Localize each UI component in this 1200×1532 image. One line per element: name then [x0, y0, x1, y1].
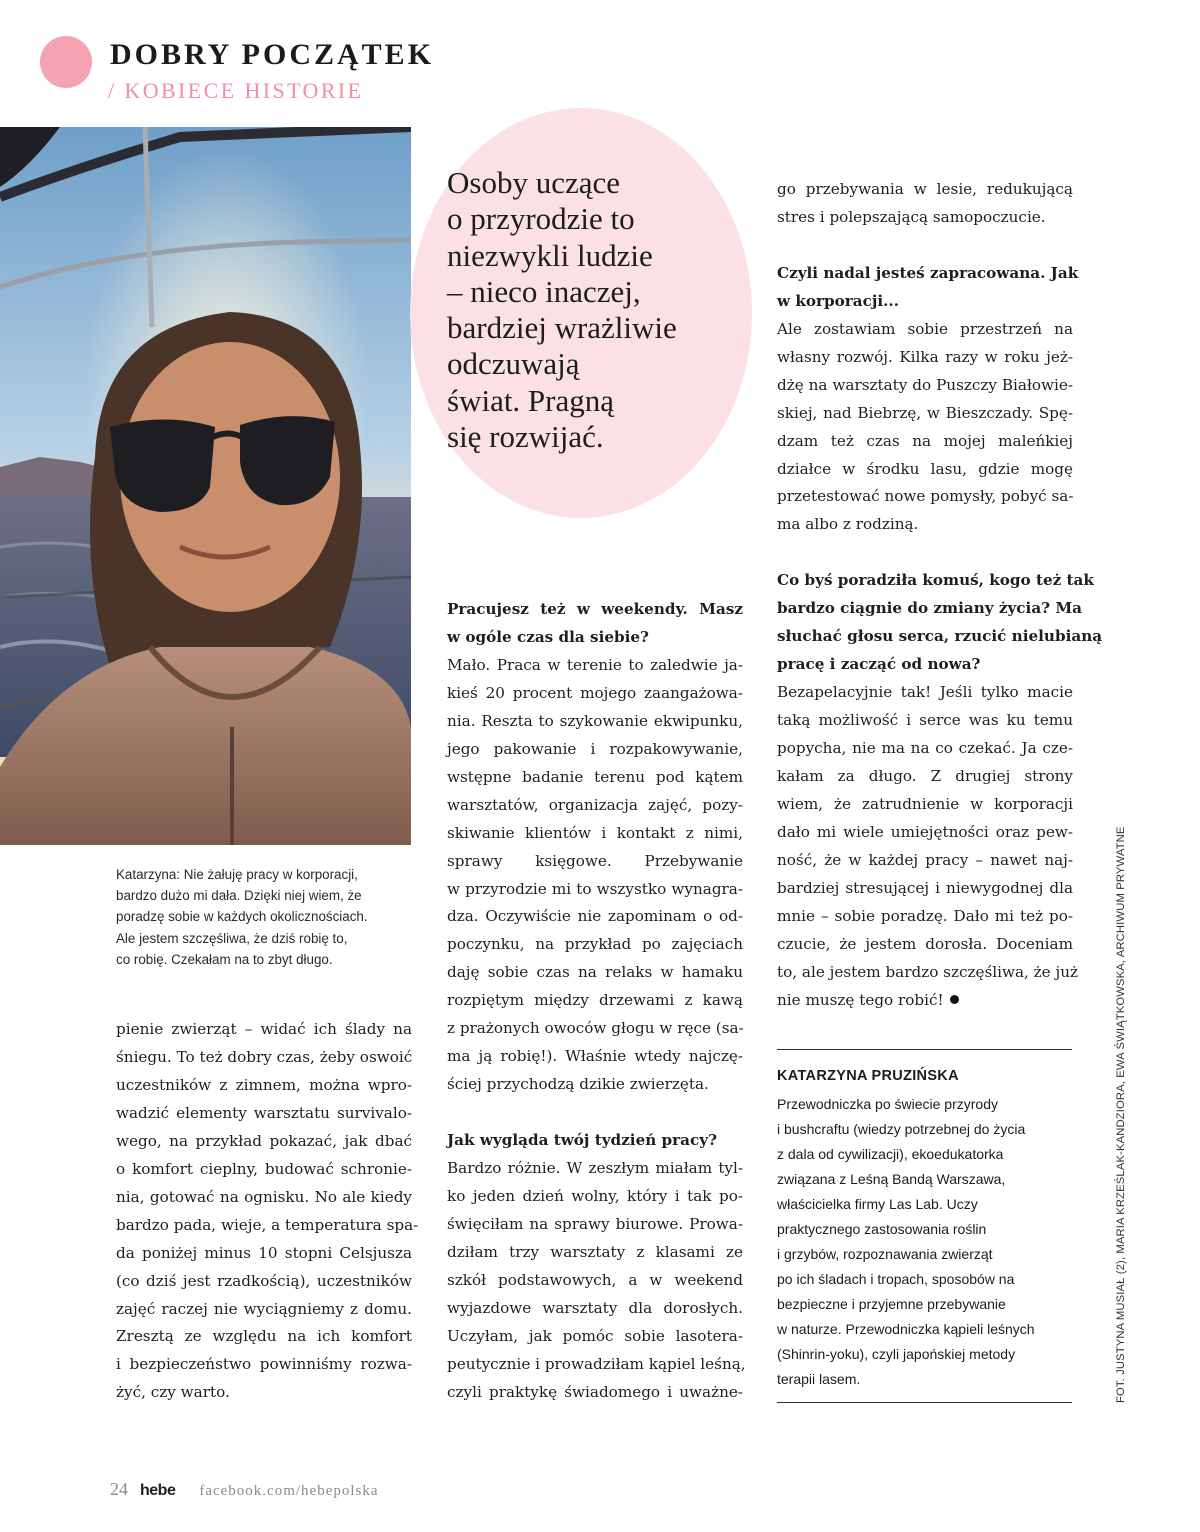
body-line: Bardzo różnie. W zeszłym miałam tyl- [447, 1159, 743, 1178]
body-line: szkół podstawowych, a w weekend [447, 1270, 743, 1289]
bio-name: KATARZYNA PRUZIŃSKA [777, 1068, 959, 1084]
brand-logo: hebe [140, 1482, 176, 1499]
body-line: wiem, że zatrudnienie w korporacji [777, 794, 1073, 813]
body-line: skiwanie klientów i kontakt z nimi, [447, 823, 743, 842]
body-line: dzam też czas na mojej maleńkiej [777, 431, 1073, 450]
body-line: sprawy księgowe. Przebywanie [447, 851, 743, 870]
body-line: własny rozwój. Kilka razy w roku jeż- [777, 347, 1073, 366]
body-line: Mało. Praca w terenie to zaledwie ja- [447, 655, 743, 674]
bio-line: po ich śladach i tropach, sposobów na [777, 1271, 1015, 1287]
interview-question: Co byś poradziła komuś, kogo też tak [777, 571, 1094, 590]
body-line: w przyrodzie mi to wszystko wynagra- [447, 879, 743, 898]
bio-line: Przewodniczka po świecie przyrody [777, 1096, 998, 1112]
article-column-1 [116, 1016, 419, 1407]
interview-question: słuchać głosu serca, rzucić nielubianą [777, 627, 1103, 646]
body-line: wstępne badanie terenu pod kątem [447, 767, 743, 786]
body-line: czyli praktykę świadomego i uważne- [447, 1382, 743, 1401]
body-line: dza. Oczywiście nie zapominam o od- [447, 907, 743, 926]
footer-link[interactable]: facebook.com/hebepolska [199, 1483, 379, 1499]
end-mark-icon [950, 995, 959, 1004]
body-line: Bezapelacyjnie tak! Jeśli tylko macie [777, 683, 1073, 702]
body-line: ko jeden dzień wolny, który i tak po- [447, 1187, 743, 1205]
body-line: nia. Reszta to szykowanie ekwipunku, [447, 711, 743, 730]
bio-line: praktycznego zastosowania roślin [777, 1221, 987, 1237]
body-line: peutycznie i prowadziłam kąpiel leśną, [447, 1354, 746, 1373]
bio-line: i bushcraftu (wiedzy potrzebnej do życia [777, 1121, 1026, 1137]
body-line-final [777, 987, 1073, 1015]
body-line: o komfort cieplny, budować schronie- [116, 1159, 412, 1178]
body-line: i bezpieczeństwo powinniśmy rozwa- [116, 1355, 412, 1374]
interview-question: w korporacji... [777, 291, 899, 310]
body-line: czucie, że jestem dorosła. Doceniam [777, 934, 1073, 953]
body-line: popycha, nie ma na co czekać. Ja cze- [777, 739, 1073, 758]
body-line: Uczyłam, jak pomóc sobie lasotera- [447, 1326, 743, 1345]
pull-quote-line: się rozwijać. [447, 419, 604, 455]
pull-quote-line: – nieco inaczej, [447, 273, 641, 309]
section-title: DOBRY POCZĄTEK [110, 38, 435, 71]
bio-line: (Shinrin-yoku), czyli japońskiej metody [777, 1346, 1016, 1362]
body-line: z prażonych owoców głogu w ręce (sa- [447, 1019, 744, 1038]
body-line: ma ją robię!). Właśnie wtedy najczę- [447, 1047, 743, 1066]
photo-credit: FOT. JUSTYNA MUSIAŁ (2), MARIA KRZEŚLAK-KANDZIORA, EWA ŚWIĄTKOWSKA, ARCHIWUM PRYWATNE [1115, 826, 1127, 1403]
interview-question: Jak wygląda twój tydzień pracy? [447, 1131, 717, 1150]
body-line: da poniżej minus 10 stopni Celsjusza [116, 1243, 412, 1262]
caption-line: Ale jestem szczęśliwa, że dziś robię to, [116, 930, 348, 946]
caption-line: co robię. Czekałam na to zbyt długo. [116, 951, 333, 967]
pull-quote-line: odczuwają [447, 346, 580, 382]
interview-question: pracę i zacząć od nowa? [777, 655, 981, 674]
page-footer [110, 1479, 379, 1500]
body-line: dziłam trzy warsztaty z klasami ze [447, 1242, 743, 1261]
body-line: jego pakowanie i rozpakowywanie, [447, 739, 743, 758]
caption-line: poradzę sobie w każdych okolicznościach. [116, 909, 368, 925]
bio-line: terapii lasem. [777, 1371, 861, 1387]
body-line: kieś 20 procent mojego zaangażowa- [447, 683, 743, 702]
body-line: Ale zostawiam sobie przestrzeń na [777, 319, 1073, 338]
body-line: to, ale jestem bardzo szczęśliwa, że już [777, 962, 1078, 981]
pull-quote-line: o przyrodzie to [447, 201, 635, 237]
body-line: stres i polepszającą samopoczucie. [777, 207, 1046, 226]
bio-line: właścicielka firmy Las Lab. Uczy [777, 1196, 978, 1212]
body-line: działce w środku lasu, gdzie mogę [777, 459, 1073, 478]
body-line: rozpiętym między drzewami z kawą [447, 991, 743, 1010]
body-line: pienie zwierząt – widać ich ślady na [116, 1020, 412, 1038]
body-line: skiej, nad Biebrzę, w Bieszczady. Spę- [777, 403, 1073, 422]
portrait-photo [0, 127, 411, 845]
body-line: wego, na przykład pokazać, jak dbać [116, 1131, 412, 1150]
body-line: święciłam na sprawy biurowe. Prowa- [447, 1214, 743, 1233]
interview-question: w ogóle czas dla siebie? [447, 627, 649, 646]
body-line: ność, że w każdej pracy – nawet naj- [777, 850, 1073, 869]
body-line: dżę na warsztaty do Puszczy Białowie- [777, 375, 1073, 394]
pull-quote [447, 165, 727, 455]
body-line: go przebywania w lesie, redukującą [777, 180, 1073, 198]
bio-line: związana z Leśną Bandą Warszawa, [777, 1171, 1006, 1187]
interview-question: bardzo ciągnie do zmiany życia? Ma [777, 599, 1083, 618]
body-line: (co dziś jest rzadkością), uczestników [116, 1271, 412, 1290]
article-column-2 [447, 596, 746, 1407]
body-line: bardziej stresującej i niewygodnej dla [777, 878, 1073, 897]
body-line: taką możliwość i serce was ku temu [777, 711, 1073, 730]
bio-line: z dala od cywilizacji), ekoedukatorka [777, 1146, 1004, 1162]
body-line-text: nie muszę tego robić! [777, 990, 944, 1009]
body-line: żyć, czy warto. [116, 1383, 230, 1402]
body-line: bardzo pada, wieje, a temperatura spa- [116, 1215, 419, 1234]
bio-line: w naturze. Przewodniczka kąpieli leśnych [777, 1321, 1035, 1337]
body-line: warsztatów, organizacja zajęć, pozy- [447, 795, 743, 814]
body-line: nia, gotować na ognisku. No ale kiedy [116, 1187, 412, 1206]
body-line: zajęć raczej nie wyciągniemy z domu. [116, 1299, 412, 1318]
photo-caption [116, 864, 406, 970]
body-line: kałam za długo. Z drugiej strony [777, 766, 1073, 785]
body-line: wadzić elementy warsztatu survivalo- [116, 1103, 412, 1122]
body-line: mnie – sobie poradzę. Dało mi też po- [777, 906, 1073, 925]
body-line: Zresztą ze względu na ich komfort [116, 1327, 412, 1346]
body-line: dało mi wiele umiejętności oraz pew- [777, 822, 1073, 841]
interview-question: Pracujesz też w weekendy. Masz [447, 600, 743, 618]
interview-question: Czyli nadal jesteś zapracowana. Jak [777, 263, 1079, 282]
body-line: wyjazdowe warsztaty dla dorosłych. [447, 1298, 743, 1317]
bio-text [777, 1092, 1077, 1392]
bio-line: bezpieczne i przyjemne przebywanie [777, 1296, 1006, 1312]
body-line: ściej przychodzą dzikie zwierzęta. [447, 1075, 709, 1094]
pull-quote-line: świat. Pragną [447, 382, 615, 418]
body-line: daję sobie czas na relaks w hamaku [447, 963, 743, 982]
caption-line: Katarzyna: Nie żałuję pracy w korporacji, [116, 867, 358, 882]
pull-quote-line: bardziej wrażliwie [447, 310, 677, 346]
body-line: śniegu. To też dobry czas, żeby oswoić [116, 1047, 413, 1066]
caption-line: bardzo dużo mi dała. Dzięki niej wiem, że [116, 888, 362, 904]
pull-quote-line: niezwykli ludzie [447, 237, 653, 273]
bio-line: i grzybów, rozpoznawania zwierząt [777, 1246, 993, 1262]
section-subtitle: / KOBIECE HISTORIE [108, 78, 364, 103]
body-line: ma albo z rodziną. [777, 515, 919, 534]
pull-quote-line: Osoby uczące [447, 165, 620, 200]
body-line: poczynku, na przykład po zajęciach [447, 935, 743, 954]
body-line: przetestować nowe pomysły, pobyć sa- [777, 487, 1074, 506]
bio-divider-top [777, 1049, 1072, 1050]
page-number: 24 [110, 1479, 128, 1499]
bio-divider-bottom [777, 1402, 1072, 1403]
article-column-3 [777, 176, 1103, 1015]
body-line: uczestników z zimnem, można wpro- [116, 1075, 412, 1094]
section-dot-icon [40, 36, 92, 88]
